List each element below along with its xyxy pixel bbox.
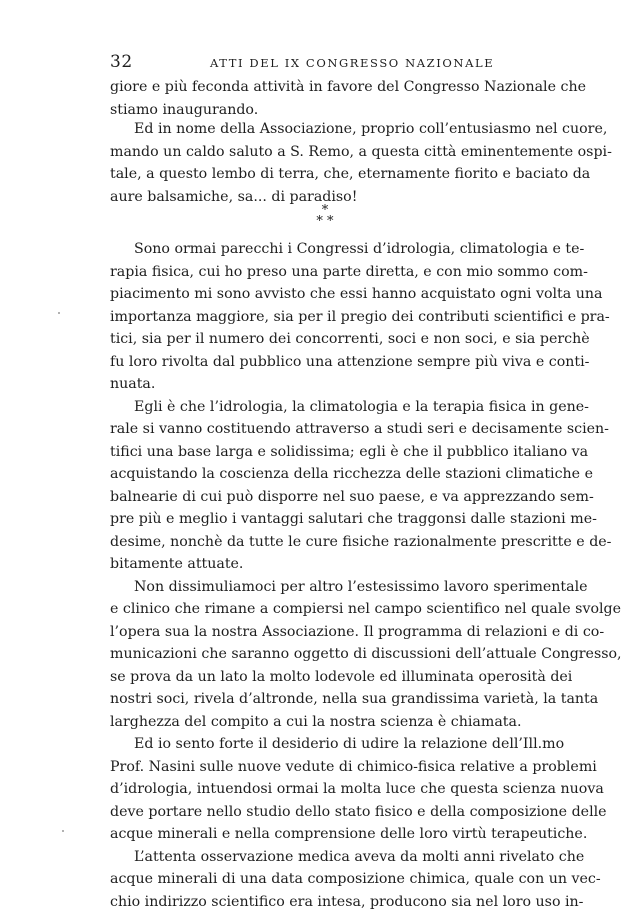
text-line: municazioni che saranno oggetto di discussioni dell’attuale Congresso, <box>110 643 546 666</box>
text-line: nuata. <box>110 373 546 396</box>
text-line: larghezza del compito a cui la nostra scienza è chiamata. <box>110 711 546 734</box>
ornament-bottom: * * <box>310 216 340 227</box>
text-line: balnearie di cui può disporre nel suo paese, e va apprezzando sem- <box>110 486 546 509</box>
text-line: Sono ormai parecchi i Congressi d’idrologia, climatologia e te- <box>110 238 546 261</box>
text-line: fu loro rivolta dal pubblico una attenzione sempre più viva e conti- <box>110 351 546 374</box>
text-line: d’idrologia, intuendosi ormai la molta luce che questa scienza nuova <box>110 778 546 801</box>
text-line: acque minerali di una data composizione chimica, quale con un vec- <box>110 868 546 891</box>
text-line: desime, nonchè da tutte le cure fisiche razionalmente prescritte e de- <box>110 531 546 554</box>
running-title: ATTI DEL IX CONGRESSO NAZIONALE <box>210 56 494 70</box>
text-line: Ed in nome della Associazione, proprio coll’entusiasmo nel cuore, <box>110 118 546 141</box>
text-line: l’opera sua la nostra Associazione. Il programma di relazioni e di co- <box>110 621 546 644</box>
text-line: acque minerali e nella comprensione delle loro virtù terapeutiche. <box>110 823 546 846</box>
text-line: stiamo inaugurando. <box>110 99 546 122</box>
text-line: bitamente attuate. <box>110 553 546 576</box>
text-line: tici, sia per il numero dei concorrenti, soci e non soci, e sia perchè <box>110 328 546 351</box>
section-ornament <box>310 205 340 227</box>
text-line: se prova da un lato la molto lodevole ed illuminata operosità dei <box>110 666 546 689</box>
text-line: mando un caldo saluto a S. Remo, a questa città eminentemente ospi- <box>110 141 546 164</box>
text-line: tifici una base larga e solidissima; egli è che il pubblico italiano va <box>110 441 546 464</box>
text-line: Non dissimuliamoci per altro l’estesissimo lavoro sperimentale <box>110 576 546 599</box>
scan-speck <box>58 312 60 314</box>
ornament-top: * <box>310 205 340 216</box>
page-header <box>110 52 546 74</box>
paragraph-greeting <box>110 118 546 208</box>
text-line: L’attenta osservazione medica aveva da molti anni rivelato che <box>110 846 546 869</box>
text-line: Egli è che l’idrologia, la climatologia e la terapia fisica in gene- <box>110 396 546 419</box>
page-number: 32 <box>110 52 133 72</box>
scan-speck <box>62 830 64 832</box>
text-line: importanza maggiore, sia per il pregio dei contributi scientifici e pra- <box>110 306 546 329</box>
text-line: rale si vanno costituendo attraverso a studi seri e decisamente scien- <box>110 418 546 441</box>
text-line: nostri soci, rivela d’altronde, nella sua grandissima varietà, la tanta <box>110 688 546 711</box>
text-line: Ed io sento forte il desiderio di udire la relazione dell’Ill.mo <box>110 733 546 756</box>
text-line: aure balsamiche, sa... di paradiso! <box>110 186 546 209</box>
text-line: Prof. Nasini sulle nuove vedute di chimico-fisica relative a problemi <box>110 756 546 779</box>
text-line: acquistando la coscienza della ricchezza delle stazioni climatiche e <box>110 463 546 486</box>
text-line: e clinico che rimane a compiersi nel campo scientifico nel quale svolge <box>110 598 546 621</box>
text-line: giore e più feconda attività in favore del Congresso Nazionale che <box>110 76 546 99</box>
text-line: piacimento mi sono avvisto che essi hanno acquistato ogni volta una <box>110 283 546 306</box>
paragraph-continuation <box>110 76 546 121</box>
main-body <box>110 238 546 913</box>
text-line: deve portare nello studio dello stato fisico e della composizione delle <box>110 801 546 824</box>
text-line: chio indirizzo scientifico era intesa, producono sia nel loro uso in- <box>110 891 546 913</box>
text-line: tale, a questo lembo di terra, che, eternamente fiorito e baciato da <box>110 163 546 186</box>
text-line: rapia fisica, cui ho preso una parte diretta, e con mio sommo com- <box>110 261 546 284</box>
text-line: pre più e meglio i vantaggi salutari che traggonsi dalle stazioni me- <box>110 508 546 531</box>
